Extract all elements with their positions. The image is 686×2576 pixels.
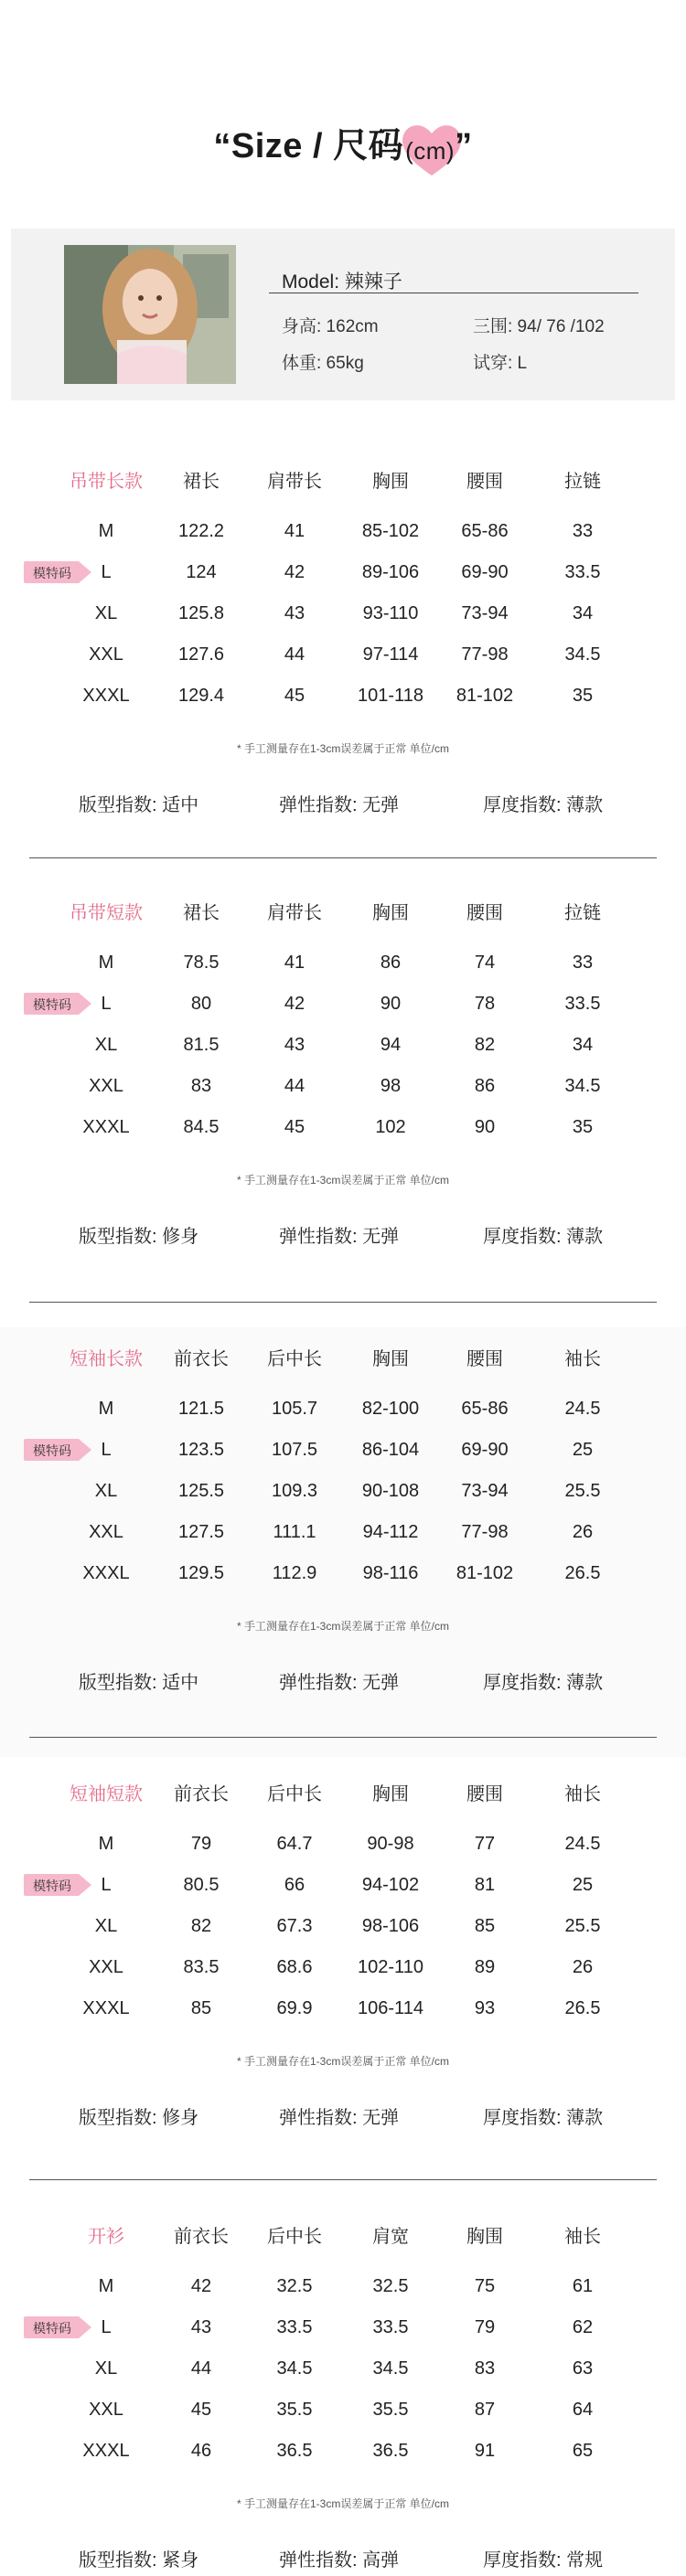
table-cell: 77-98 [461, 1522, 509, 1542]
table-cell: 82 [190, 1916, 212, 1936]
table-cell: 129.4 [177, 686, 225, 706]
size-label: XXL [89, 1522, 123, 1542]
column-header: 后中长 [267, 1349, 322, 1369]
table-cell: 33 [572, 953, 594, 973]
section-divider [29, 2179, 657, 2180]
table-cell: 36.5 [372, 2441, 409, 2461]
table-cell: 33.5 [372, 2317, 409, 2337]
table-cell: 79 [474, 2317, 496, 2337]
table-cell: 91 [474, 2441, 496, 2461]
table-cell: 93-110 [362, 603, 419, 623]
table-cell: 77-98 [461, 644, 509, 665]
table-cell: 26 [572, 1522, 594, 1542]
table-cell: 85-102 [361, 521, 420, 541]
thickness-index: 厚度指数: 薄款 [483, 795, 604, 815]
table-cell: 102-110 [358, 1957, 423, 1977]
table-cell: 41 [284, 521, 305, 541]
table-cell: 43 [284, 1035, 305, 1055]
column-header: 腰围 [466, 903, 503, 923]
measurement-note: * 手工测量存在1-3cm误差属于正常 单位/cm [236, 1620, 449, 1633]
model-size-badge-label: 模特码 [33, 2321, 71, 2336]
size-label: XXXL [82, 1117, 130, 1137]
column-header: 胸围 [372, 903, 409, 923]
section-divider [29, 857, 657, 858]
column-header: 前衣长 [174, 2227, 229, 2247]
table-cell: 109.3 [271, 1481, 318, 1501]
table-cell: 79 [190, 1834, 212, 1854]
column-header: 腰围 [466, 472, 503, 492]
size-section-2 [0, 1327, 686, 1757]
table-cell: 90 [380, 994, 402, 1014]
table-cell: 33.5 [276, 2317, 313, 2337]
table-cell: 81-102 [456, 1563, 514, 1583]
fit-index: 版型指数: 修身 [79, 1227, 199, 1247]
table-cell: 83 [474, 2358, 496, 2379]
table-cell: 94-102 [361, 1875, 420, 1895]
page-title-wrap [0, 117, 686, 167]
table-cell: 33.5 [564, 994, 601, 1014]
table-cell: 44 [284, 644, 305, 665]
size-label: XXXL [82, 2441, 130, 2461]
size-section-1 [0, 881, 686, 1311]
table-cell: 98-116 [362, 1563, 419, 1583]
column-header: 前衣长 [174, 1349, 229, 1369]
table-cell: 83 [190, 1076, 212, 1096]
table-cell: 78 [474, 994, 496, 1014]
table-cell: 81-102 [456, 686, 514, 706]
table-cell: 43 [284, 603, 305, 623]
table-cell: 127.6 [177, 644, 225, 665]
model-photo [64, 245, 236, 384]
table-cell: 73-94 [461, 1481, 509, 1501]
table-cell: 107.5 [271, 1440, 318, 1460]
table-cell: 82-100 [361, 1399, 420, 1419]
column-header: 袖长 [564, 1349, 601, 1369]
table-cell: 68.6 [276, 1957, 313, 1977]
table-cell: 35.5 [276, 2400, 313, 2420]
table-cell: 125.5 [177, 1481, 225, 1501]
table-cell: 123.5 [177, 1440, 225, 1460]
table-cell: 77 [474, 1834, 496, 1854]
table-cell: 73-94 [461, 603, 509, 623]
table-cell: 33 [572, 521, 594, 541]
table-cell: 64 [572, 2400, 594, 2420]
table-cell: 25.5 [564, 1481, 601, 1501]
section-title: 吊带长款 [70, 472, 143, 492]
column-header: 拉链 [564, 472, 601, 492]
table-cell: 25 [572, 1875, 594, 1895]
size-label: M [98, 953, 114, 973]
table-cell: 65 [572, 2441, 594, 2461]
table-cell: 34.5 [564, 1076, 601, 1096]
model-name: Model: 辣辣子 [282, 271, 402, 293]
model-measurements: 三围: 94/ 76 /102 [473, 317, 605, 336]
size-label: XXL [89, 1957, 123, 1977]
table-cell: 82 [474, 1035, 496, 1055]
table-cell: 24.5 [564, 1399, 601, 1419]
fit-index: 版型指数: 修身 [79, 2108, 199, 2128]
model-size-badge-label: 模特码 [33, 1443, 71, 1458]
size-label: L [101, 562, 112, 582]
table-cell: 65-86 [461, 521, 509, 541]
table-cell: 93 [474, 1998, 496, 2018]
table-cell: 44 [284, 1076, 305, 1096]
size-label: M [98, 521, 114, 541]
section-title: 吊带短款 [70, 903, 143, 923]
section-title: 短袖长款 [70, 1349, 143, 1369]
table-cell: 26 [572, 1957, 594, 1977]
section-divider [29, 1302, 657, 1303]
size-label: XXXL [82, 1998, 130, 2018]
table-cell: 42 [190, 2276, 212, 2296]
table-cell: 25.5 [564, 1916, 601, 1936]
table-cell: 26.5 [564, 1998, 601, 2018]
size-label: XXL [89, 2400, 123, 2420]
table-cell: 35 [572, 686, 594, 706]
table-cell: 69-90 [461, 1440, 509, 1460]
table-cell: 85 [474, 1916, 496, 1936]
model-info-panel [11, 229, 675, 400]
fit-index: 版型指数: 紧身 [79, 2550, 199, 2571]
table-cell: 127.5 [177, 1522, 225, 1542]
thickness-index: 厚度指数: 薄款 [483, 2108, 604, 2128]
measurement-note: * 手工测量存在1-3cm误差属于正常 单位/cm [236, 1174, 449, 1187]
size-label: XXXL [82, 1563, 130, 1583]
size-label: XL [94, 603, 118, 623]
column-header: 袖长 [564, 1784, 601, 1804]
column-header: 胸围 [372, 1349, 409, 1369]
table-cell: 97-114 [362, 644, 419, 665]
model-size-badge-label: 模特码 [33, 997, 71, 1012]
size-label: M [98, 2276, 114, 2296]
thickness-index: 厚度指数: 常规 [483, 2550, 604, 2571]
table-cell: 94 [380, 1035, 402, 1055]
table-cell: 121.5 [177, 1399, 225, 1419]
table-cell: 66 [284, 1875, 305, 1895]
table-cell: 90-108 [361, 1481, 420, 1501]
column-header: 肩带长 [267, 903, 322, 923]
size-label: XL [94, 1916, 118, 1936]
table-cell: 105.7 [271, 1399, 318, 1419]
table-cell: 124 [186, 562, 217, 582]
title-unit: (cm) [405, 137, 456, 165]
column-header: 后中长 [267, 1784, 322, 1804]
table-cell: 25 [572, 1440, 594, 1460]
column-header: 裙长 [183, 472, 220, 492]
table-cell: 32.5 [276, 2276, 313, 2296]
thickness-index: 厚度指数: 薄款 [483, 1227, 604, 1247]
column-header: 腰围 [466, 1784, 503, 1804]
table-cell: 129.5 [177, 1563, 225, 1583]
measurement-note: * 手工测量存在1-3cm误差属于正常 单位/cm [236, 2497, 449, 2510]
table-cell: 78.5 [183, 953, 220, 973]
table-cell: 98-106 [361, 1916, 420, 1936]
table-cell: 122.2 [177, 521, 225, 541]
table-cell: 34.5 [564, 644, 601, 665]
table-cell: 26.5 [564, 1563, 601, 1583]
table-cell: 42 [284, 994, 305, 1014]
table-cell: 87 [474, 2400, 496, 2420]
table-cell: 33.5 [564, 562, 601, 582]
table-cell: 75 [474, 2276, 496, 2296]
table-cell: 61 [572, 2276, 594, 2296]
table-cell: 64.7 [276, 1834, 313, 1854]
thickness-index: 厚度指数: 薄款 [483, 1673, 604, 1693]
column-header: 肩宽 [372, 2227, 409, 2247]
table-cell: 106-114 [358, 1998, 423, 2018]
table-cell: 32.5 [372, 2276, 409, 2296]
size-label: XL [94, 2358, 118, 2379]
table-cell: 90 [474, 1117, 496, 1137]
table-cell: 86-104 [361, 1440, 420, 1460]
table-cell: 34 [572, 603, 594, 623]
table-cell: 90-98 [367, 1834, 414, 1854]
size-label: XL [94, 1035, 118, 1055]
elasticity-index: 弹性指数: 无弹 [279, 795, 400, 815]
size-label: L [101, 2317, 112, 2337]
table-cell: 81 [474, 1875, 496, 1895]
size-section-0 [0, 450, 686, 872]
model-height: 身高: 162cm [282, 317, 379, 336]
table-cell: 63 [572, 2358, 594, 2379]
table-cell: 34 [572, 1035, 594, 1055]
size-label: XXXL [82, 686, 130, 706]
column-header: 后中长 [267, 2227, 322, 2247]
elasticity-index: 弹性指数: 无弹 [279, 1673, 400, 1693]
page-title [213, 117, 472, 167]
column-header: 拉链 [564, 903, 601, 923]
table-cell: 80 [190, 994, 212, 1014]
table-cell: 94-112 [362, 1522, 419, 1542]
size-label: M [98, 1834, 114, 1854]
size-section-4 [0, 2205, 686, 2576]
table-cell: 86 [474, 1076, 496, 1096]
table-cell: 34.5 [372, 2358, 409, 2379]
table-cell: 62 [572, 2317, 594, 2337]
table-cell: 125.8 [177, 603, 225, 623]
size-section-3 [0, 1762, 686, 2192]
column-header: 腰围 [466, 1349, 503, 1369]
table-cell: 80.5 [183, 1875, 220, 1895]
table-cell: 111.1 [273, 1522, 316, 1542]
table-cell: 69.9 [276, 1998, 313, 2018]
fit-index: 版型指数: 适中 [79, 1673, 199, 1693]
column-header: 胸围 [466, 2227, 503, 2247]
column-header: 袖长 [564, 2227, 601, 2247]
table-cell: 44 [190, 2358, 212, 2379]
size-label: XL [94, 1481, 118, 1501]
table-cell: 85 [190, 1998, 212, 2018]
table-cell: 67.3 [276, 1916, 313, 1936]
size-label: L [101, 994, 112, 1014]
table-cell: 24.5 [564, 1834, 601, 1854]
title-close: ” [455, 127, 473, 165]
table-cell: 42 [284, 562, 305, 582]
table-cell: 41 [284, 953, 305, 973]
size-label: L [101, 1875, 112, 1895]
table-cell: 35 [572, 1117, 594, 1137]
table-cell: 34.5 [276, 2358, 313, 2379]
fit-index: 版型指数: 适中 [79, 795, 199, 815]
column-header: 胸围 [372, 472, 409, 492]
column-header: 胸围 [372, 1784, 409, 1804]
table-cell: 69-90 [461, 562, 509, 582]
size-label: L [101, 1440, 112, 1460]
table-cell: 98 [380, 1076, 402, 1096]
table-cell: 89-106 [361, 562, 420, 582]
table-cell: 65-86 [461, 1399, 509, 1419]
table-cell: 83.5 [183, 1957, 220, 1977]
elasticity-index: 弹性指数: 无弹 [279, 1227, 400, 1247]
table-cell: 45 [284, 686, 305, 706]
model-trial-size: 试穿: L [473, 354, 528, 373]
elasticity-index: 弹性指数: 无弹 [279, 2108, 400, 2128]
section-title: 短袖短款 [70, 1784, 143, 1804]
table-cell: 45 [284, 1117, 305, 1137]
size-label: XXL [89, 644, 123, 665]
section-divider [29, 1737, 657, 1738]
table-cell: 84.5 [183, 1117, 220, 1137]
size-label: M [98, 1399, 114, 1419]
column-header: 肩带长 [267, 472, 322, 492]
model-weight: 体重: 65kg [282, 354, 364, 373]
model-size-badge-label: 模特码 [33, 566, 71, 580]
title-main: “Size / 尺码 [213, 127, 404, 165]
section-title: 开衫 [88, 2227, 124, 2247]
title-unit-wrap [405, 137, 455, 165]
table-cell: 74 [474, 953, 496, 973]
table-cell: 101-118 [358, 686, 423, 706]
column-header: 裙长 [183, 903, 220, 923]
table-cell: 102 [375, 1117, 406, 1137]
table-cell: 43 [190, 2317, 212, 2337]
size-label: XXL [89, 1076, 123, 1096]
elasticity-index: 弹性指数: 高弹 [279, 2550, 400, 2571]
table-cell: 86 [380, 953, 402, 973]
column-header: 前衣长 [174, 1784, 229, 1804]
measurement-note: * 手工测量存在1-3cm误差属于正常 单位/cm [236, 742, 449, 755]
table-cell: 89 [474, 1957, 496, 1977]
model-size-badge-label: 模特码 [33, 1879, 71, 1893]
table-cell: 46 [190, 2441, 212, 2461]
table-cell: 112.9 [272, 1563, 317, 1583]
table-cell: 45 [190, 2400, 212, 2420]
table-cell: 81.5 [183, 1035, 220, 1055]
measurement-note: * 手工测量存在1-3cm误差属于正常 单位/cm [236, 2055, 449, 2068]
table-cell: 35.5 [372, 2400, 409, 2420]
table-cell: 36.5 [276, 2441, 313, 2461]
